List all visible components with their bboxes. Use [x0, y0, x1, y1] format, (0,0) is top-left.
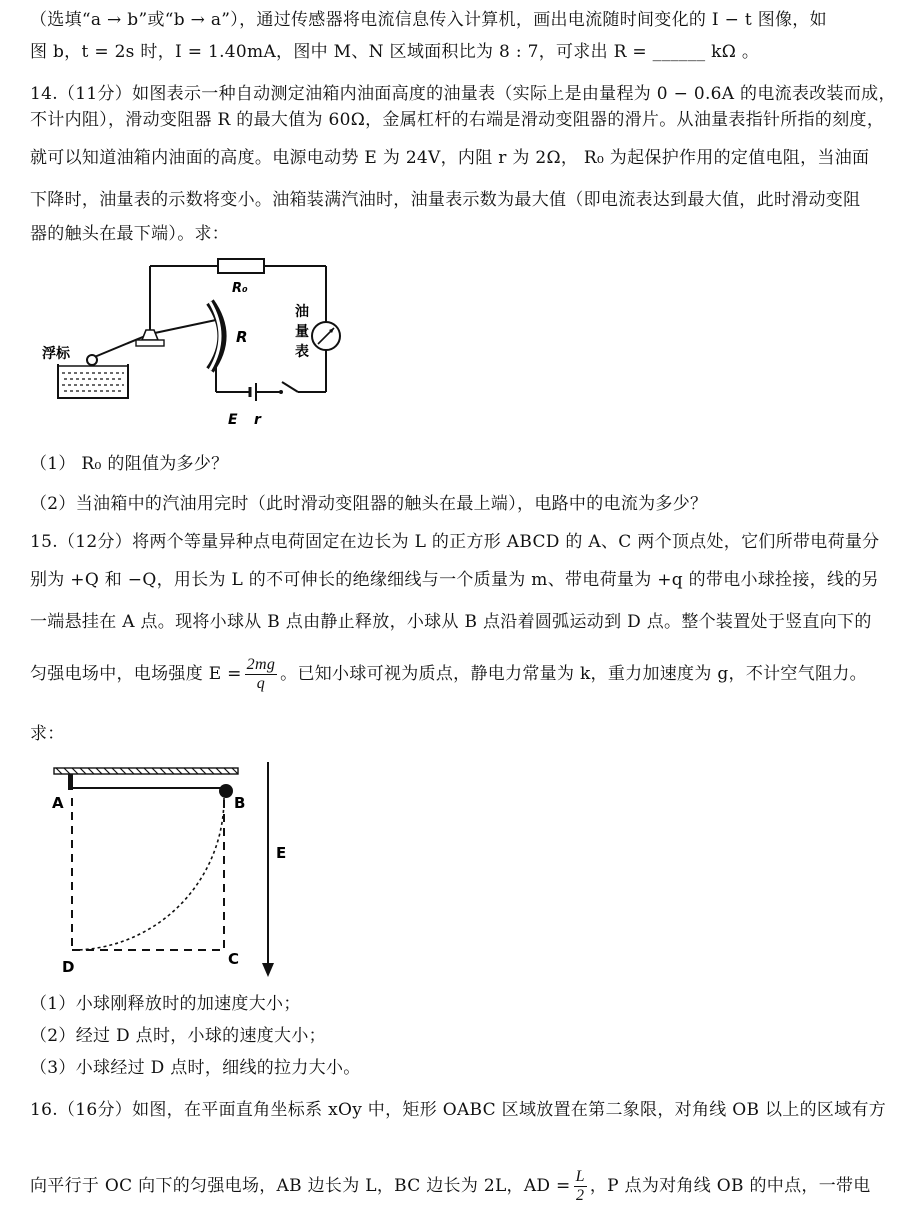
ad-fraction-denominator: 2 — [576, 1187, 585, 1204]
text-line-5: 就可以知道油箱内油面的高度。电源电动势 E 为 24V，内阻 r 为 2Ω， R₀ 为起保护作用的定值电阻，当油面 — [30, 148, 870, 168]
text-line-12: 求： — [30, 724, 65, 744]
text-line-6: 下降时，油量表的示数将变小。油箱装满汽油时，油量表示数为最大值（即电流表达到最大值，此时滑动变阻 — [30, 190, 861, 210]
q16-header: 16.（16分）如图，在平面直角坐标系 xOy 中，矩形 OABC 区域放置在第二象限，对角线 OB 以上的区域有方 — [30, 1100, 887, 1120]
ball-icon — [219, 784, 233, 798]
text-line-14-b: ，P 点为对角线 OB 的中点，一带电 — [589, 1176, 871, 1196]
r0-label: R₀ — [232, 281, 248, 296]
ad-fraction — [574, 1168, 587, 1205]
meter-label-2: 量 — [295, 324, 309, 340]
q15-part-1: （1）小球刚释放时的加速度大小； — [30, 994, 301, 1014]
fraction-denominator: q — [256, 675, 266, 692]
q15-header: 15.（12分）将两个等量异种点电荷固定在边长为 L 的正方形 ABCD 的 A、C 两个顶点处，它们所带电荷量分 — [30, 532, 880, 552]
square-abcd-figure — [48, 760, 308, 985]
text-line-7: 器的触头在最下端）。求： — [30, 224, 230, 244]
field-strength-fraction — [245, 656, 277, 693]
q15-part-2: （2）经过 D 点时，小球的速度大小； — [30, 1026, 326, 1046]
q15-part-3: （3）小球经过 D 点时，细线的拉力大小。 — [30, 1058, 361, 1078]
rheostat-label: R — [236, 328, 248, 346]
text-line-11 — [30, 650, 867, 698]
oil-gauge-circuit-figure — [42, 252, 360, 432]
oil-tank — [58, 364, 128, 398]
text-line-14 — [30, 1162, 871, 1210]
vertex-c-label: C — [228, 950, 240, 968]
vertex-a-label: A — [52, 794, 64, 812]
emf-label: E — [228, 412, 238, 428]
internal-r-label: r — [254, 412, 261, 428]
r0-resistor — [218, 259, 264, 273]
text-line-11-a: 匀强电场中，电场强度 E = — [30, 664, 242, 684]
switch — [282, 382, 298, 392]
q14-part-1: （1） R₀ 的阻值为多少？ — [30, 454, 229, 474]
vertex-d-label: D — [62, 958, 75, 976]
float-label: 浮标 — [42, 346, 70, 362]
float-icon — [87, 355, 97, 365]
pivot — [142, 330, 158, 340]
text-line-14-a: 向平行于 OC 向下的匀强电场，AB 边长为 L，BC 边长为 2L，AD = — [30, 1176, 571, 1196]
text-line-2: 图 b，t = 2s 时，I = 1.40mA，图中 M、N 区域面积比为 8 : 7，可求出 R = ______ kΩ 。 — [30, 42, 760, 62]
text-line-10: 一端悬挂在 A 点。现将小球从 B 点由静止释放，小球从 B 点沿着圆弧运动到 D 点。整个装置处于竖直向下的 — [30, 612, 872, 632]
meter-label-3: 表 — [295, 344, 309, 360]
text-line-11-b: 。已知小球可视为质点，静电力常量为 k，重力加速度为 g，不计空气阻力。 — [280, 664, 867, 684]
arc-path — [76, 798, 224, 950]
q14-part-2: （2）当油箱中的汽油用完时（此时滑动变阻器的触头在最上端），电路中的电流为多少？ — [30, 494, 708, 514]
text-line-9: 别为 +Q 和 −Q，用长为 L 的不可伸长的绝缘细线与一个质量为 m、带电荷量为 +q 的带电小球拴接，线的另 — [30, 570, 879, 590]
ad-fraction-numerator: L — [575, 1168, 585, 1185]
text-line-1: （选填“a → b”或“b → a”），通过传感器将电流信息传入计算机，画出电流随时间变化的 I − t 图像，如 — [30, 10, 827, 30]
meter-label-1: 油 — [295, 304, 309, 320]
q14-header: 14.（11分）如图表示一种自动测定油箱内油面高度的油量表（实际上是由量程为 0 − 0.6A 的电流表改装而成， — [30, 84, 896, 104]
vertex-b-label: B — [234, 794, 246, 812]
text-line-4: 不计内阻），滑动变阻器 R 的最大值为 60Ω，金属杠杆的右端是滑动变阻器的滑片。从油量表指针所指的刻度， — [30, 110, 885, 130]
fraction-numerator: 2mg — [246, 656, 276, 673]
field-label: E — [276, 844, 287, 862]
